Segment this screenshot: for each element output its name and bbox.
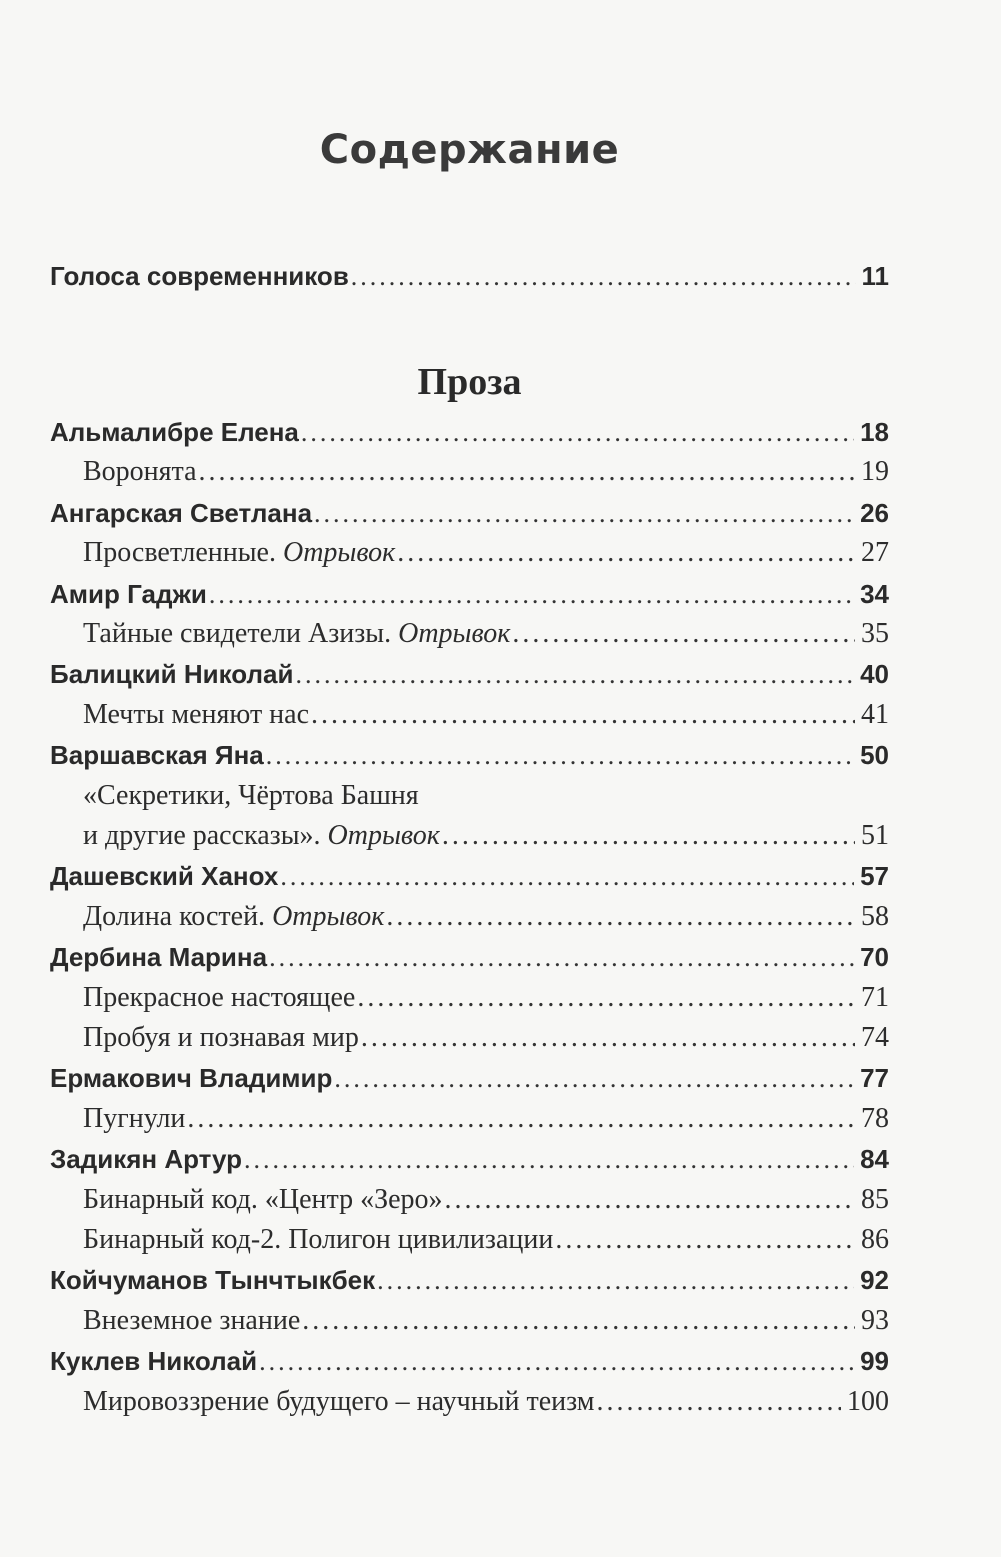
dot-leader xyxy=(199,452,855,492)
dot-leader xyxy=(244,1140,854,1180)
toc-entry-text: Мировоззрение будущего – научный теизм xyxy=(83,1385,595,1417)
toc-entry-title xyxy=(83,1180,443,1220)
dot-leader xyxy=(555,1220,855,1260)
toc-entry-text: Задикян Артур xyxy=(50,1144,243,1175)
toc-entry-title xyxy=(83,897,384,937)
dot-leader xyxy=(280,857,854,897)
page-title: Содержание xyxy=(319,127,620,173)
toc-entry-page: 74 xyxy=(861,1022,889,1053)
toc-author-entry xyxy=(50,1058,889,1099)
toc-entry-note: Отрывок xyxy=(272,900,385,932)
toc-work-entry xyxy=(50,816,889,856)
toc-entry-text: Варшавская Яна xyxy=(50,740,264,771)
toc-entry-page: 86 xyxy=(861,1224,889,1255)
toc-entry-text: Бинарный код-2. Полигон цивилизации xyxy=(83,1224,554,1255)
toc-entry-text: Внеземное знание xyxy=(83,1304,301,1336)
toc-entry-page: 71 xyxy=(861,981,889,1013)
dot-leader xyxy=(187,1099,855,1139)
toc-work-entry xyxy=(50,533,889,573)
toc-entry-text: Куклев Николай xyxy=(50,1346,258,1377)
toc-author-entry xyxy=(50,1260,889,1301)
toc-author-entry xyxy=(50,1341,889,1382)
toc-entry-title xyxy=(50,1139,242,1179)
toc-entry-text: Ангарская Светлана xyxy=(50,497,313,528)
toc-entry-page: 100 xyxy=(847,1385,889,1417)
toc-entry-page: 50 xyxy=(860,740,889,771)
toc-entry-title xyxy=(83,1301,300,1341)
dot-leader xyxy=(445,1180,855,1220)
toc-entry-title xyxy=(50,412,299,452)
toc-entry-text: Прекрасное настоящее xyxy=(83,981,356,1013)
toc-entry-page: 11 xyxy=(861,261,889,291)
toc-author-entry xyxy=(50,574,889,615)
toc-entry-page: 26 xyxy=(860,497,889,528)
toc-entry-intro xyxy=(50,256,889,297)
toc-entry-page: 58 xyxy=(861,900,889,932)
toc-entry-page: 84 xyxy=(860,1144,889,1175)
toc-entry-text: Просветленные. xyxy=(83,537,283,569)
toc-work-entry xyxy=(50,1180,889,1220)
toc-entry-text: Ермакович Владимир xyxy=(50,1063,333,1094)
toc-entry-title xyxy=(50,937,267,977)
toc-entry-page: 18 xyxy=(860,417,889,447)
toc-entry-page: 57 xyxy=(860,861,889,892)
toc-entry-title xyxy=(83,978,355,1018)
toc-work-entry xyxy=(50,1220,889,1260)
toc-author-entry xyxy=(50,412,889,453)
dot-leader xyxy=(351,257,856,297)
toc-entry-page: 99 xyxy=(860,1346,889,1377)
toc-entry-page: 70 xyxy=(860,942,889,973)
toc-author-entry xyxy=(50,856,889,897)
dot-leader xyxy=(314,494,854,534)
toc-author-entry xyxy=(50,937,889,978)
toc-entry-page: 27 xyxy=(861,537,889,569)
toc-entry-page: 93 xyxy=(861,1304,889,1336)
toc-entry-title xyxy=(50,1341,257,1381)
toc-entry-text: Бинарный код. «Центр «Зеро» xyxy=(83,1183,443,1215)
dot-leader xyxy=(311,695,855,735)
toc-entry-title xyxy=(83,452,197,492)
toc-work-entry xyxy=(50,614,889,654)
toc-entry-text: Альмалибре Елена xyxy=(50,417,299,447)
dot-leader xyxy=(269,938,854,978)
toc-entry-title xyxy=(50,493,312,533)
toc-author-entry xyxy=(50,654,889,695)
dot-leader xyxy=(266,736,854,776)
dot-leader xyxy=(259,1342,854,1382)
toc-entry-title xyxy=(83,1099,185,1139)
dot-leader xyxy=(442,816,855,856)
toc-entry-note: Отрывок xyxy=(398,618,511,649)
toc-entry-page: 77 xyxy=(860,1063,889,1094)
toc-entry-text: Амир Гаджи xyxy=(50,578,207,609)
toc-entry-title xyxy=(83,816,440,856)
toc-work-entry xyxy=(50,452,889,492)
dot-leader xyxy=(209,575,854,615)
toc-entry-text: Дашевский Ханох xyxy=(50,861,279,892)
toc-entry-title xyxy=(83,1220,553,1260)
toc-work-entry xyxy=(50,1382,889,1422)
dot-leader xyxy=(386,897,855,937)
toc-entry-title xyxy=(50,654,293,694)
toc-entry-text: Пробуя и познавая мир xyxy=(83,1022,359,1053)
dot-leader xyxy=(377,1261,854,1301)
toc-entry-page: 41 xyxy=(861,698,889,730)
toc-work-entry xyxy=(50,1018,889,1058)
toc-page xyxy=(50,0,889,1557)
toc-entry-title xyxy=(83,1382,595,1422)
toc-entry-page: 78 xyxy=(861,1102,889,1134)
toc-entry-title xyxy=(83,614,510,654)
toc-entry-text: Балицкий Николай xyxy=(50,659,294,690)
toc-entry-text: Пугнули xyxy=(83,1102,186,1134)
toc-entry-page: 34 xyxy=(860,578,889,609)
toc-entry-page: 19 xyxy=(861,456,889,488)
toc-entry-title xyxy=(50,574,207,614)
dot-leader xyxy=(361,1018,855,1058)
toc-entry-title xyxy=(83,695,309,735)
toc-entry-text: Долина костей. xyxy=(83,900,273,932)
toc-entry-title: Голоса современников xyxy=(50,261,349,291)
toc-entry-text: Дербина Марина xyxy=(50,942,268,973)
toc-work-entry xyxy=(50,978,889,1018)
toc-entry-title xyxy=(83,776,419,816)
toc-entry-text: Мечты меняют нас xyxy=(83,698,310,730)
toc-entry-text: «Секретики, Чёртова Башня xyxy=(83,779,419,811)
toc-entry-page: 35 xyxy=(861,618,889,649)
toc-work-entry xyxy=(50,695,889,735)
toc-work-entry xyxy=(50,776,889,816)
toc-entry-title xyxy=(50,856,278,896)
toc-work-entry xyxy=(50,1301,889,1341)
dot-leader xyxy=(302,1301,855,1341)
toc-author-entry xyxy=(50,493,889,534)
toc-entry-text: Койчуманов Тынчтыкбек xyxy=(50,1265,376,1296)
toc-author-entry xyxy=(50,1139,889,1180)
dot-leader xyxy=(397,533,855,573)
toc-entry-note: Отрывок xyxy=(327,820,440,851)
toc-entry-page: 92 xyxy=(860,1265,889,1296)
toc-entry-title xyxy=(50,1260,375,1300)
toc-entry-title xyxy=(83,1018,359,1058)
dot-leader xyxy=(357,978,855,1018)
section-title: Проза xyxy=(417,361,522,403)
dot-leader xyxy=(334,1059,854,1099)
toc-entry-note: Отрывок xyxy=(282,537,396,569)
toc-entry-title xyxy=(83,533,395,573)
toc-entry-title xyxy=(50,1058,332,1098)
toc-work-entry xyxy=(50,1099,889,1139)
toc-entry-title xyxy=(50,735,264,775)
toc-entry-page: 51 xyxy=(861,820,889,851)
toc-entry-text: и другие рассказы». xyxy=(83,820,328,851)
dot-leader xyxy=(301,413,854,453)
dot-leader xyxy=(295,655,854,695)
toc-entry-page: 85 xyxy=(861,1183,889,1215)
toc-author-entry xyxy=(50,735,889,776)
toc-entry-text: Тайные свидетели Азизы. xyxy=(83,618,399,649)
toc-entry-text: Воронята xyxy=(83,456,197,488)
toc-work-entry xyxy=(50,897,889,937)
dot-leader xyxy=(597,1382,841,1422)
dot-leader xyxy=(512,614,855,654)
toc-entry-page: 40 xyxy=(860,659,889,690)
